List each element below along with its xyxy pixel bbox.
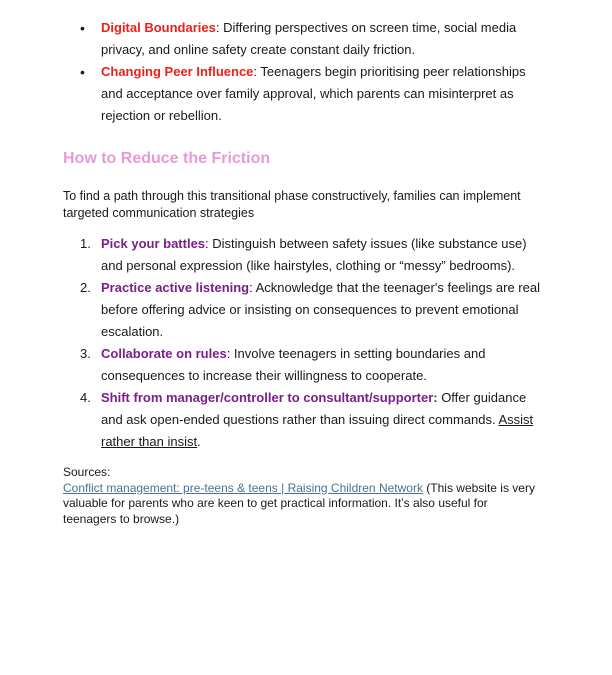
step-number: 3. [80,346,91,361]
step-text: : Distinguish between safety issues (like substance use) and personal expression (like hairstyles, clothing or “messy” bedrooms). [101,236,527,273]
step-text: : Involve teenagers in setting boundaries and consequences to increase their willingness to cooperate. [101,346,486,383]
step-term: Practice active listening [101,280,250,295]
sources-label: Sources: [63,465,111,479]
step-term: Shift from manager/controller to consultant/supporter: [101,390,438,405]
step-term: Collaborate on rules [101,346,227,361]
section-heading: How to Reduce the Friction [63,150,271,167]
step-text: Offer guidance and ask open-ended questions rather than issuing direct commands. [101,390,527,427]
list-item [63,277,548,343]
list-item [63,343,548,387]
step-number: 1. [80,236,91,251]
bullet-term: Digital Boundaries [101,20,216,35]
step-number: 2. [80,280,91,295]
list-item [63,387,548,453]
intro-paragraph: To find a path through this transitional phase constructively, families can implement targeted communication strategies [63,189,521,220]
step-text-end: . [197,434,201,449]
step-text: : Acknowledge that the teenager's feelings are real before offering advice or insisting on consequences to prevent emotional escalation. [101,280,540,339]
strategy-list [63,233,548,453]
sources-block [63,465,543,527]
step-term: Pick your battles [101,236,206,251]
bullet-term: Changing Peer Influence [101,64,254,79]
underlined-phrase: Assist rather than insist [101,412,534,449]
bullet-text: : Teenagers begin prioritising peer relationships and acceptance over family approval, which parents can misinterpret as rejection or rebellion. [101,64,526,123]
list-item [63,17,543,61]
list-item [63,61,543,127]
step-number: 4. [80,390,91,405]
source-note: (This website is very valuable for parents who are keen to get practical information. It’s also useful for teenagers to browse.) [63,480,535,526]
source-link[interactable]: Conflict management: pre-teens & teens | Raising Children Network [63,480,423,495]
bullet-list [63,17,543,127]
list-item [63,233,548,277]
bullet-text: : Differing perspectives on screen time, social media privacy, and online safety create constant daily friction. [101,20,517,57]
